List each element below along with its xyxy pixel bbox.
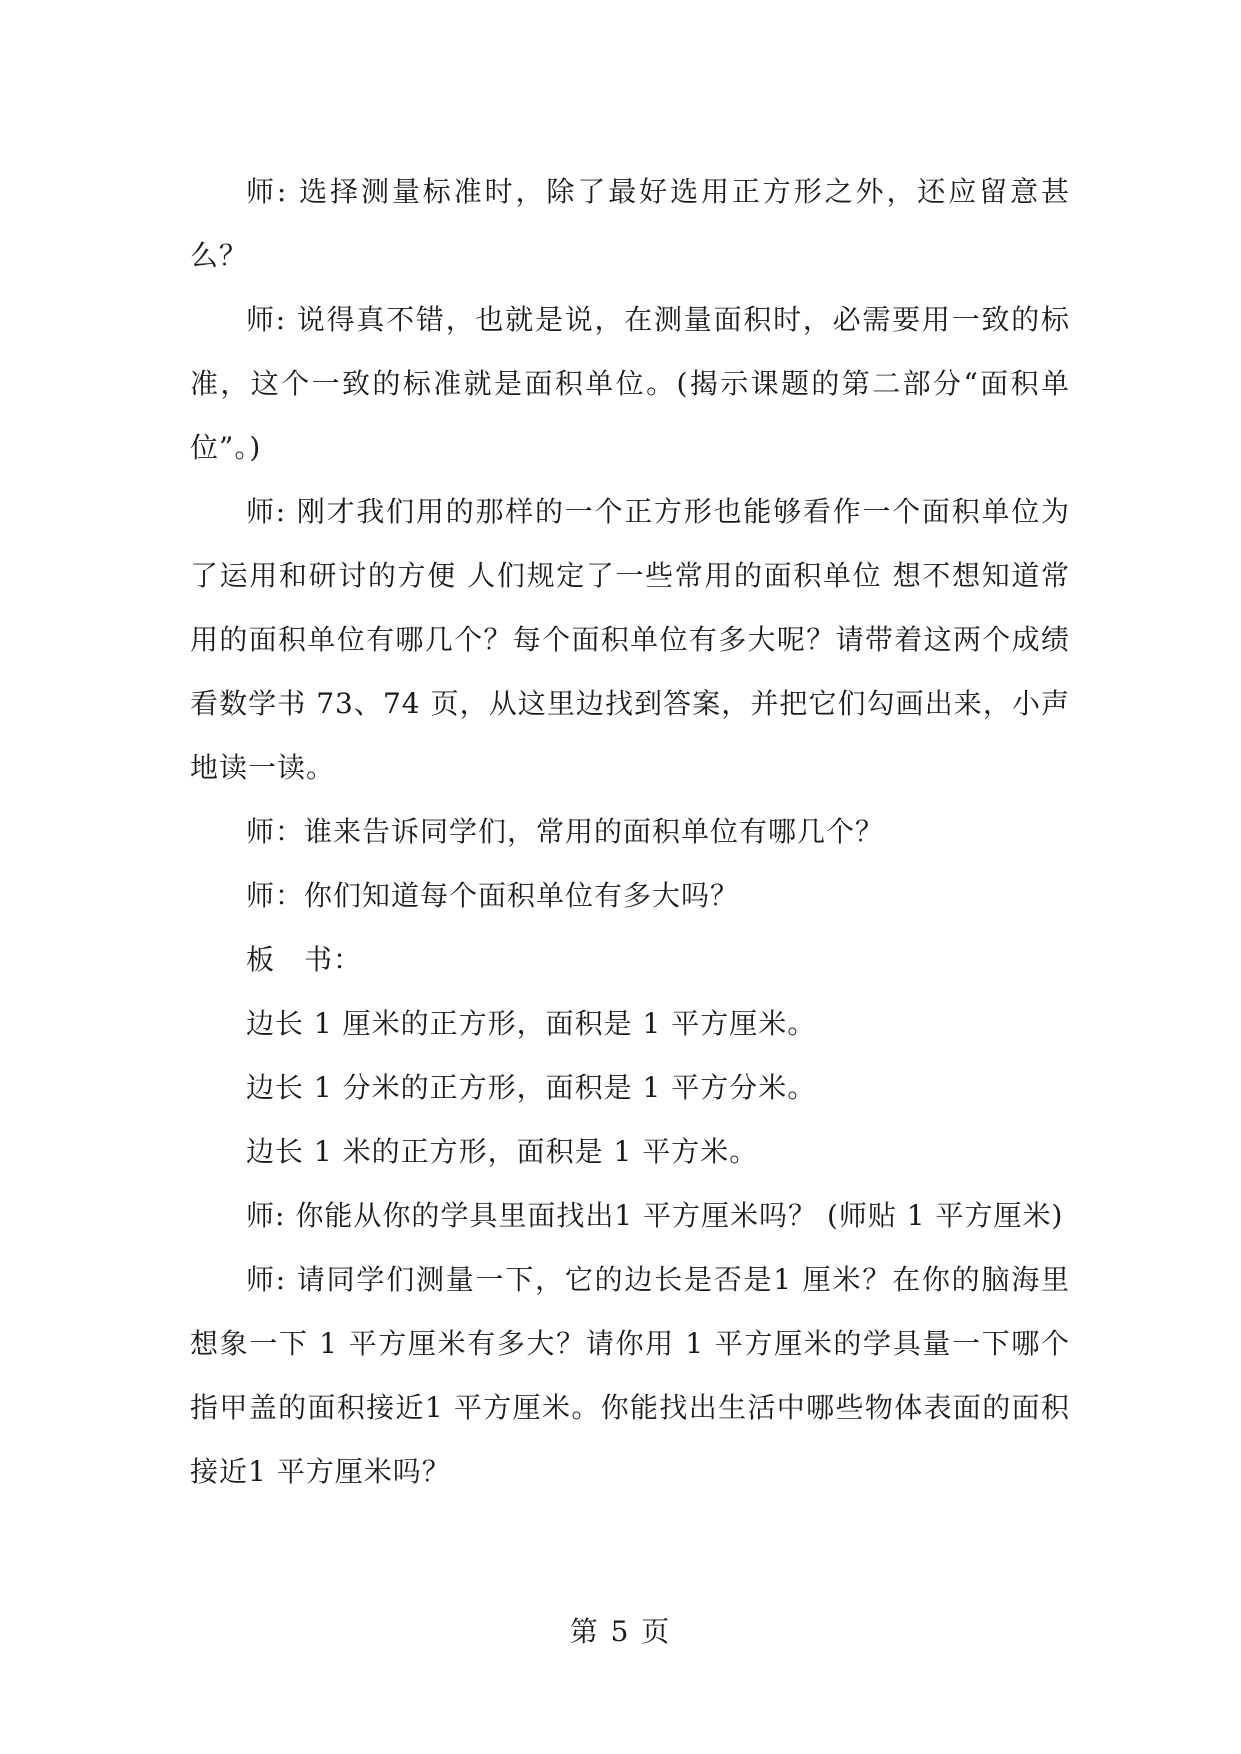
paragraph-8: 边长 1 分米的正方形，面积是 1 平方分米。 bbox=[246, 1071, 817, 1104]
paragraph-7: 边长 1 厘米的正方形，面积是 1 平方厘米。 bbox=[246, 1007, 817, 1040]
paragraph-4: 师：谁来告诉同学们，常用的面积单位有哪几个？ bbox=[246, 815, 885, 848]
page-number: 第 5 页 bbox=[569, 1615, 672, 1648]
paragraph-3: 师: 刚才我们用的那样的一个正方形也能够看作一个面积单位为了运用和研讨的方便 人们规定了一些常用的面积单位 想不想知道常用的面积单位有哪几个？每个面积单位有多大呢？请带着这两个成绩看数学书 73、74 页，从这里边找到答案，并把它们勾画出来，小声地读一读。 bbox=[190, 495, 1070, 784]
paragraph-6: 板 书： bbox=[246, 943, 363, 976]
paragraph-11: 师: 请同学们测量一下，它的边长是否是1 厘米？在你的脑海里想象一下 1 平方厘米有多大？请你用 1 平方厘米的学具量一下哪个指甲盖的面积接近1 平方厘米。你能找出生活中哪些物体表面的面积接近1 平方厘米吗？ bbox=[190, 1263, 1070, 1488]
paragraph-9: 边长 1 米的正方形，面积是 1 平方米。 bbox=[246, 1135, 759, 1168]
document-body bbox=[190, 160, 1070, 1504]
paragraph-1: 师: 选择测量标准时，除了最好选用正方形之外，还应留意甚么？ bbox=[190, 175, 1070, 272]
paragraph-10: 师: 你能从你的学具里面找出1 平方厘米吗？ (师贴 1 平方厘米) bbox=[246, 1199, 1064, 1232]
paragraph-5: 师：你们知道每个面积单位有多大吗？ bbox=[246, 879, 740, 912]
paragraph-2: 师: 说得真不错，也就是说，在测量面积时，必需要用一致的标准，这个一致的标准就是面积单位。(揭示课题的第二部分“面积单位”。) bbox=[190, 303, 1070, 464]
